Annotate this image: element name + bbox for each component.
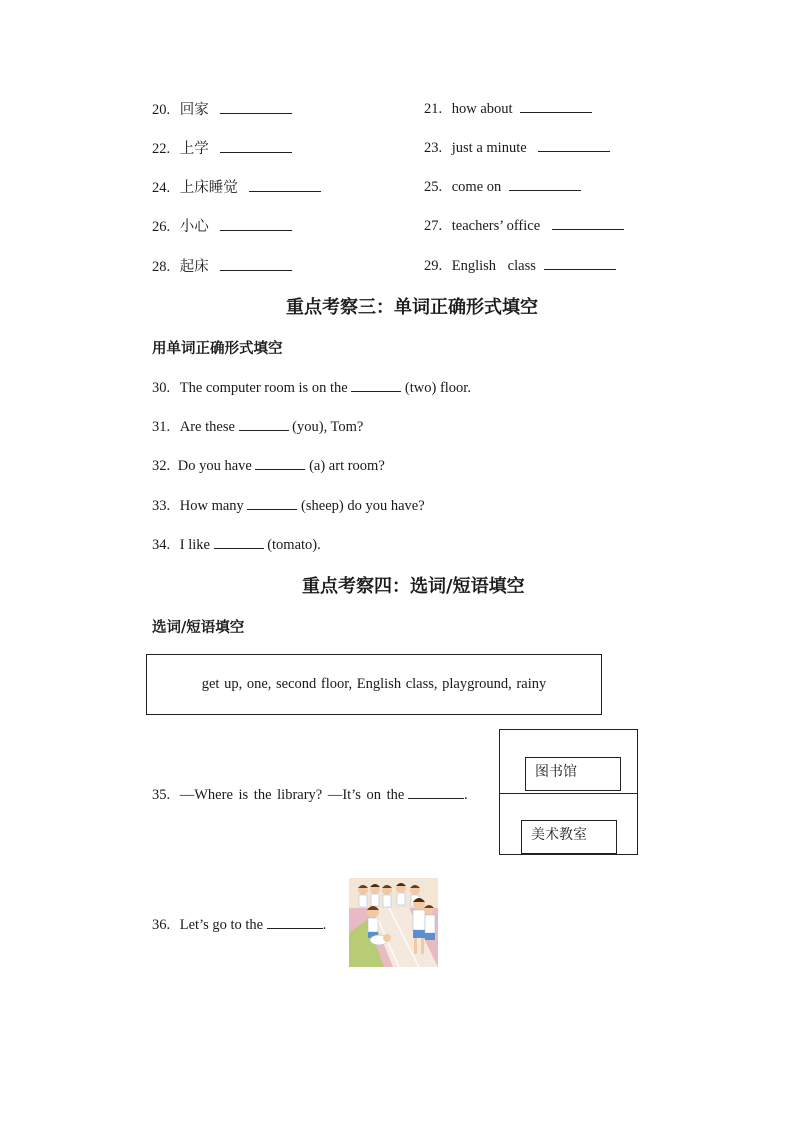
answer-blank[interactable] (544, 255, 616, 270)
question-31 (152, 416, 363, 436)
question-number: 34. (152, 537, 171, 553)
question-number: 29. (424, 258, 443, 274)
question-text: I like (179, 537, 210, 553)
question-number: 31. (152, 419, 171, 435)
answer-blank[interactable] (220, 216, 292, 231)
question-number: 25. (424, 179, 443, 195)
question-text: Are these (179, 419, 235, 435)
answer-blank[interactable] (351, 377, 401, 392)
phrase-text: just a minute (451, 140, 527, 156)
phrase-28 (152, 255, 292, 276)
question-number: 33. (152, 498, 171, 514)
question-number: 32. (152, 458, 171, 474)
sentence-end: . (322, 917, 327, 933)
question-hint: (tomato). (267, 537, 321, 553)
answer-blank[interactable] (255, 455, 305, 470)
question-32 (152, 455, 385, 475)
question-text: Let’s go to the (179, 917, 264, 933)
question-text: —Where is the library? —It’s on the (179, 787, 405, 803)
phrase-20 (152, 98, 292, 119)
phrase-24 (152, 176, 321, 197)
answer-blank[interactable] (220, 138, 292, 153)
phrase-21 (424, 98, 592, 118)
phrase-text: how about (451, 101, 513, 117)
question-text: Do you have (177, 458, 252, 474)
question-number: 36. (152, 917, 171, 933)
section-3-title: 重点考察三：单词正确形式填空 (286, 297, 538, 318)
question-number: 22. (152, 141, 171, 157)
question-number: 28. (152, 259, 171, 275)
phrase-23 (424, 137, 610, 157)
floor-divider (500, 793, 637, 794)
answer-blank[interactable] (239, 416, 289, 431)
answer-blank[interactable] (538, 137, 610, 152)
answer-blank[interactable] (214, 534, 264, 549)
question-number: 23. (424, 140, 443, 156)
phrase-text: 上学 (179, 141, 209, 157)
question-text: The computer room is on the (179, 380, 348, 396)
sentence-end: . (463, 787, 468, 803)
answer-blank[interactable] (247, 495, 297, 510)
section-4-title: 重点考察四：选词/短语填空 (302, 576, 525, 597)
question-number: 26. (152, 219, 171, 235)
answer-blank[interactable] (249, 177, 321, 192)
answer-blank[interactable] (220, 256, 292, 271)
phrase-27 (424, 215, 624, 235)
answer-blank[interactable] (552, 215, 624, 230)
phrase-text: English class (451, 258, 536, 274)
question-hint: (two) floor. (404, 380, 471, 396)
answer-blank[interactable] (509, 176, 581, 191)
library-room: 图书馆 (525, 757, 621, 791)
phrase-text: 回家 (179, 102, 209, 118)
question-number: 21. (424, 101, 443, 117)
question-hint: (sheep) do you have? (301, 498, 425, 514)
playground-illustration (349, 878, 438, 967)
question-number: 20. (152, 102, 171, 118)
question-35 (152, 784, 468, 804)
question-number: 30. (152, 380, 171, 396)
question-34 (152, 534, 321, 554)
answer-blank[interactable] (267, 914, 323, 929)
phrase-text: come on (451, 179, 502, 195)
phrase-text: 上床睡觉 (179, 180, 238, 196)
question-number: 35. (152, 787, 171, 803)
word-bank-text: get up, one, second floor, English class, playground, rainy (201, 676, 547, 692)
phrase-29 (424, 255, 616, 275)
question-hint: (you), Tom? (292, 419, 364, 435)
floor-plan-diagram (499, 729, 638, 855)
question-number: 27. (424, 218, 443, 234)
phrase-text: teachers’ office (451, 218, 541, 234)
phrase-26 (152, 215, 292, 236)
phrase-25 (424, 176, 581, 196)
question-text: How many (179, 498, 244, 514)
word-bank-box (146, 654, 602, 715)
art-room: 美术教室 (521, 820, 617, 854)
answer-blank[interactable] (220, 99, 292, 114)
phrase-text: 起床 (179, 259, 209, 275)
question-number: 24. (152, 180, 171, 196)
answer-blank[interactable] (408, 784, 464, 799)
question-36 (152, 914, 326, 934)
question-30 (152, 377, 471, 397)
section-3-subtitle: 用单词正确形式填空 (152, 340, 283, 357)
section-4-subtitle: 选词/短语填空 (152, 619, 245, 636)
question-33 (152, 495, 425, 515)
phrase-text: 小心 (179, 219, 209, 235)
phrase-22 (152, 137, 292, 158)
question-hint: (a) art room? (309, 458, 385, 474)
answer-blank[interactable] (520, 98, 592, 113)
